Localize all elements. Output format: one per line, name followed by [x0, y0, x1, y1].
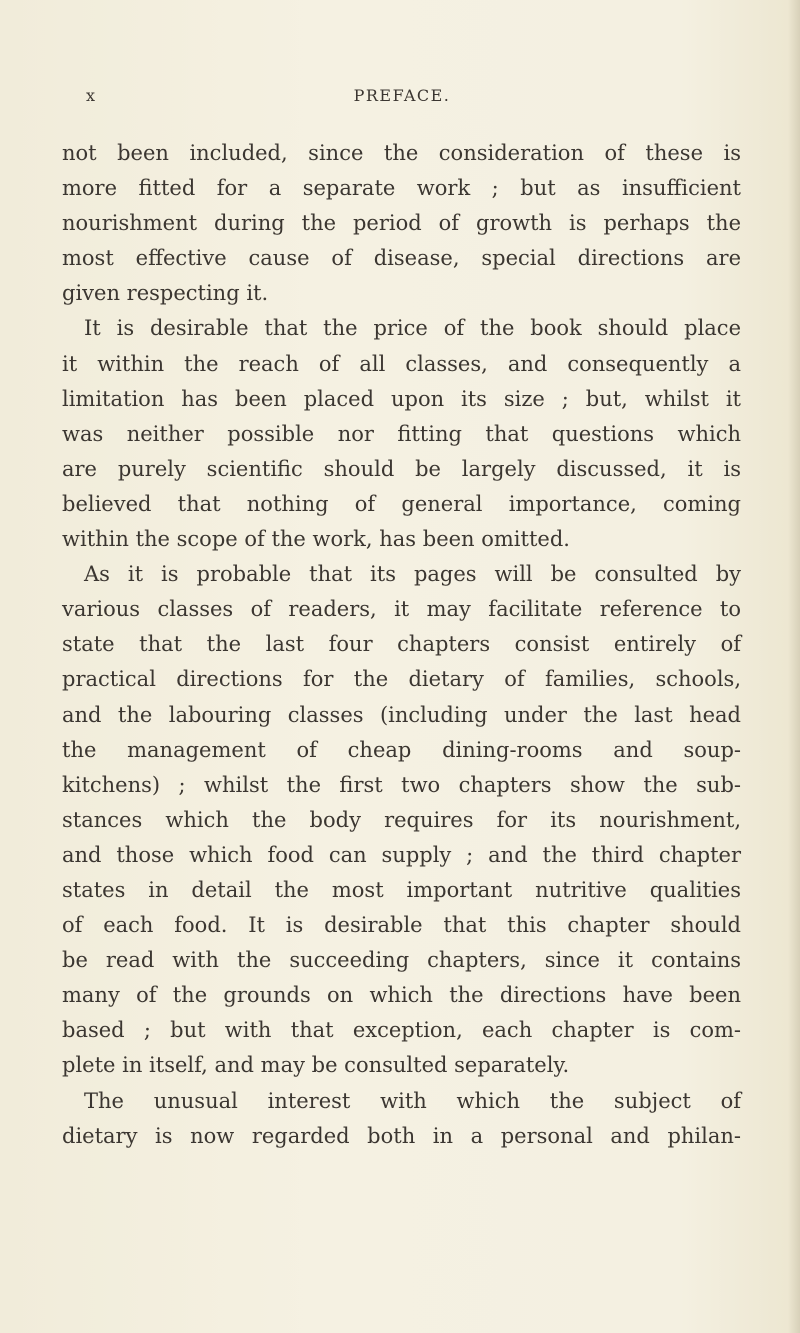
text-line: kitchens) ; whilst the first two chapters show the sub-: [62, 772, 741, 797]
page-edge-shadow: [788, 0, 800, 1333]
text-line: various classes of readers, it may facilitate reference to: [62, 597, 741, 622]
text-line: plete in itself, and may be consulted separately.: [62, 1053, 570, 1078]
text-line: are purely scientific should be largely discussed, it is: [62, 456, 741, 481]
page-number: x: [86, 86, 97, 105]
text-line: states in detail the most important nutritive qualities: [62, 877, 741, 902]
body-text: [62, 136, 741, 1154]
running-head: PREFACE.: [353, 86, 451, 105]
text-line: based ; but with that exception, each chapter is com-: [62, 1018, 741, 1043]
text-line: it within the reach of all classes, and consequently a: [62, 351, 741, 376]
text-line: It is desirable that the price of the book should place: [84, 316, 741, 341]
text-line: many of the grounds on which the directions have been: [62, 983, 741, 1008]
text-line: more fitted for a separate work ; but as insufficient: [62, 176, 741, 201]
text-line: not been included, since the consideration of these is: [62, 141, 741, 165]
text-line: was neither possible nor fitting that questions which: [62, 421, 741, 446]
text-line: within the scope of the work, has been omitted.: [62, 527, 570, 552]
text-line: practical directions for the dietary of families, schools,: [62, 667, 741, 692]
text-line: the management of cheap dining-rooms and soup-: [62, 737, 741, 762]
text-line: dietary is now regarded both in a personal and philan-: [62, 1123, 741, 1148]
text-line: and the labouring classes (including under the last head: [62, 702, 741, 727]
text-line: As it is probable that its pages will be consulted by: [84, 562, 741, 587]
text-line: nourishment during the period of growth is perhaps the: [62, 211, 741, 236]
text-line: The unusual interest with which the subject of: [84, 1088, 741, 1113]
text-line: and those which food can supply ; and the third chapter: [62, 842, 741, 867]
page-header: [62, 86, 742, 110]
text-line: of each food. It is desirable that this chapter should: [62, 913, 741, 938]
text-line: stances which the body requires for its nourishment,: [62, 807, 741, 832]
text-line: be read with the succeeding chapters, since it contains: [62, 948, 741, 973]
text-line: state that the last four chapters consist entirely of: [62, 632, 741, 657]
text-line: believed that nothing of general importance, coming: [62, 491, 741, 516]
text-line: limitation has been placed upon its size ; but, whilst it: [62, 386, 741, 411]
text-line: given respecting it.: [62, 281, 269, 306]
text-line: most effective cause of disease, special directions are: [62, 246, 741, 271]
